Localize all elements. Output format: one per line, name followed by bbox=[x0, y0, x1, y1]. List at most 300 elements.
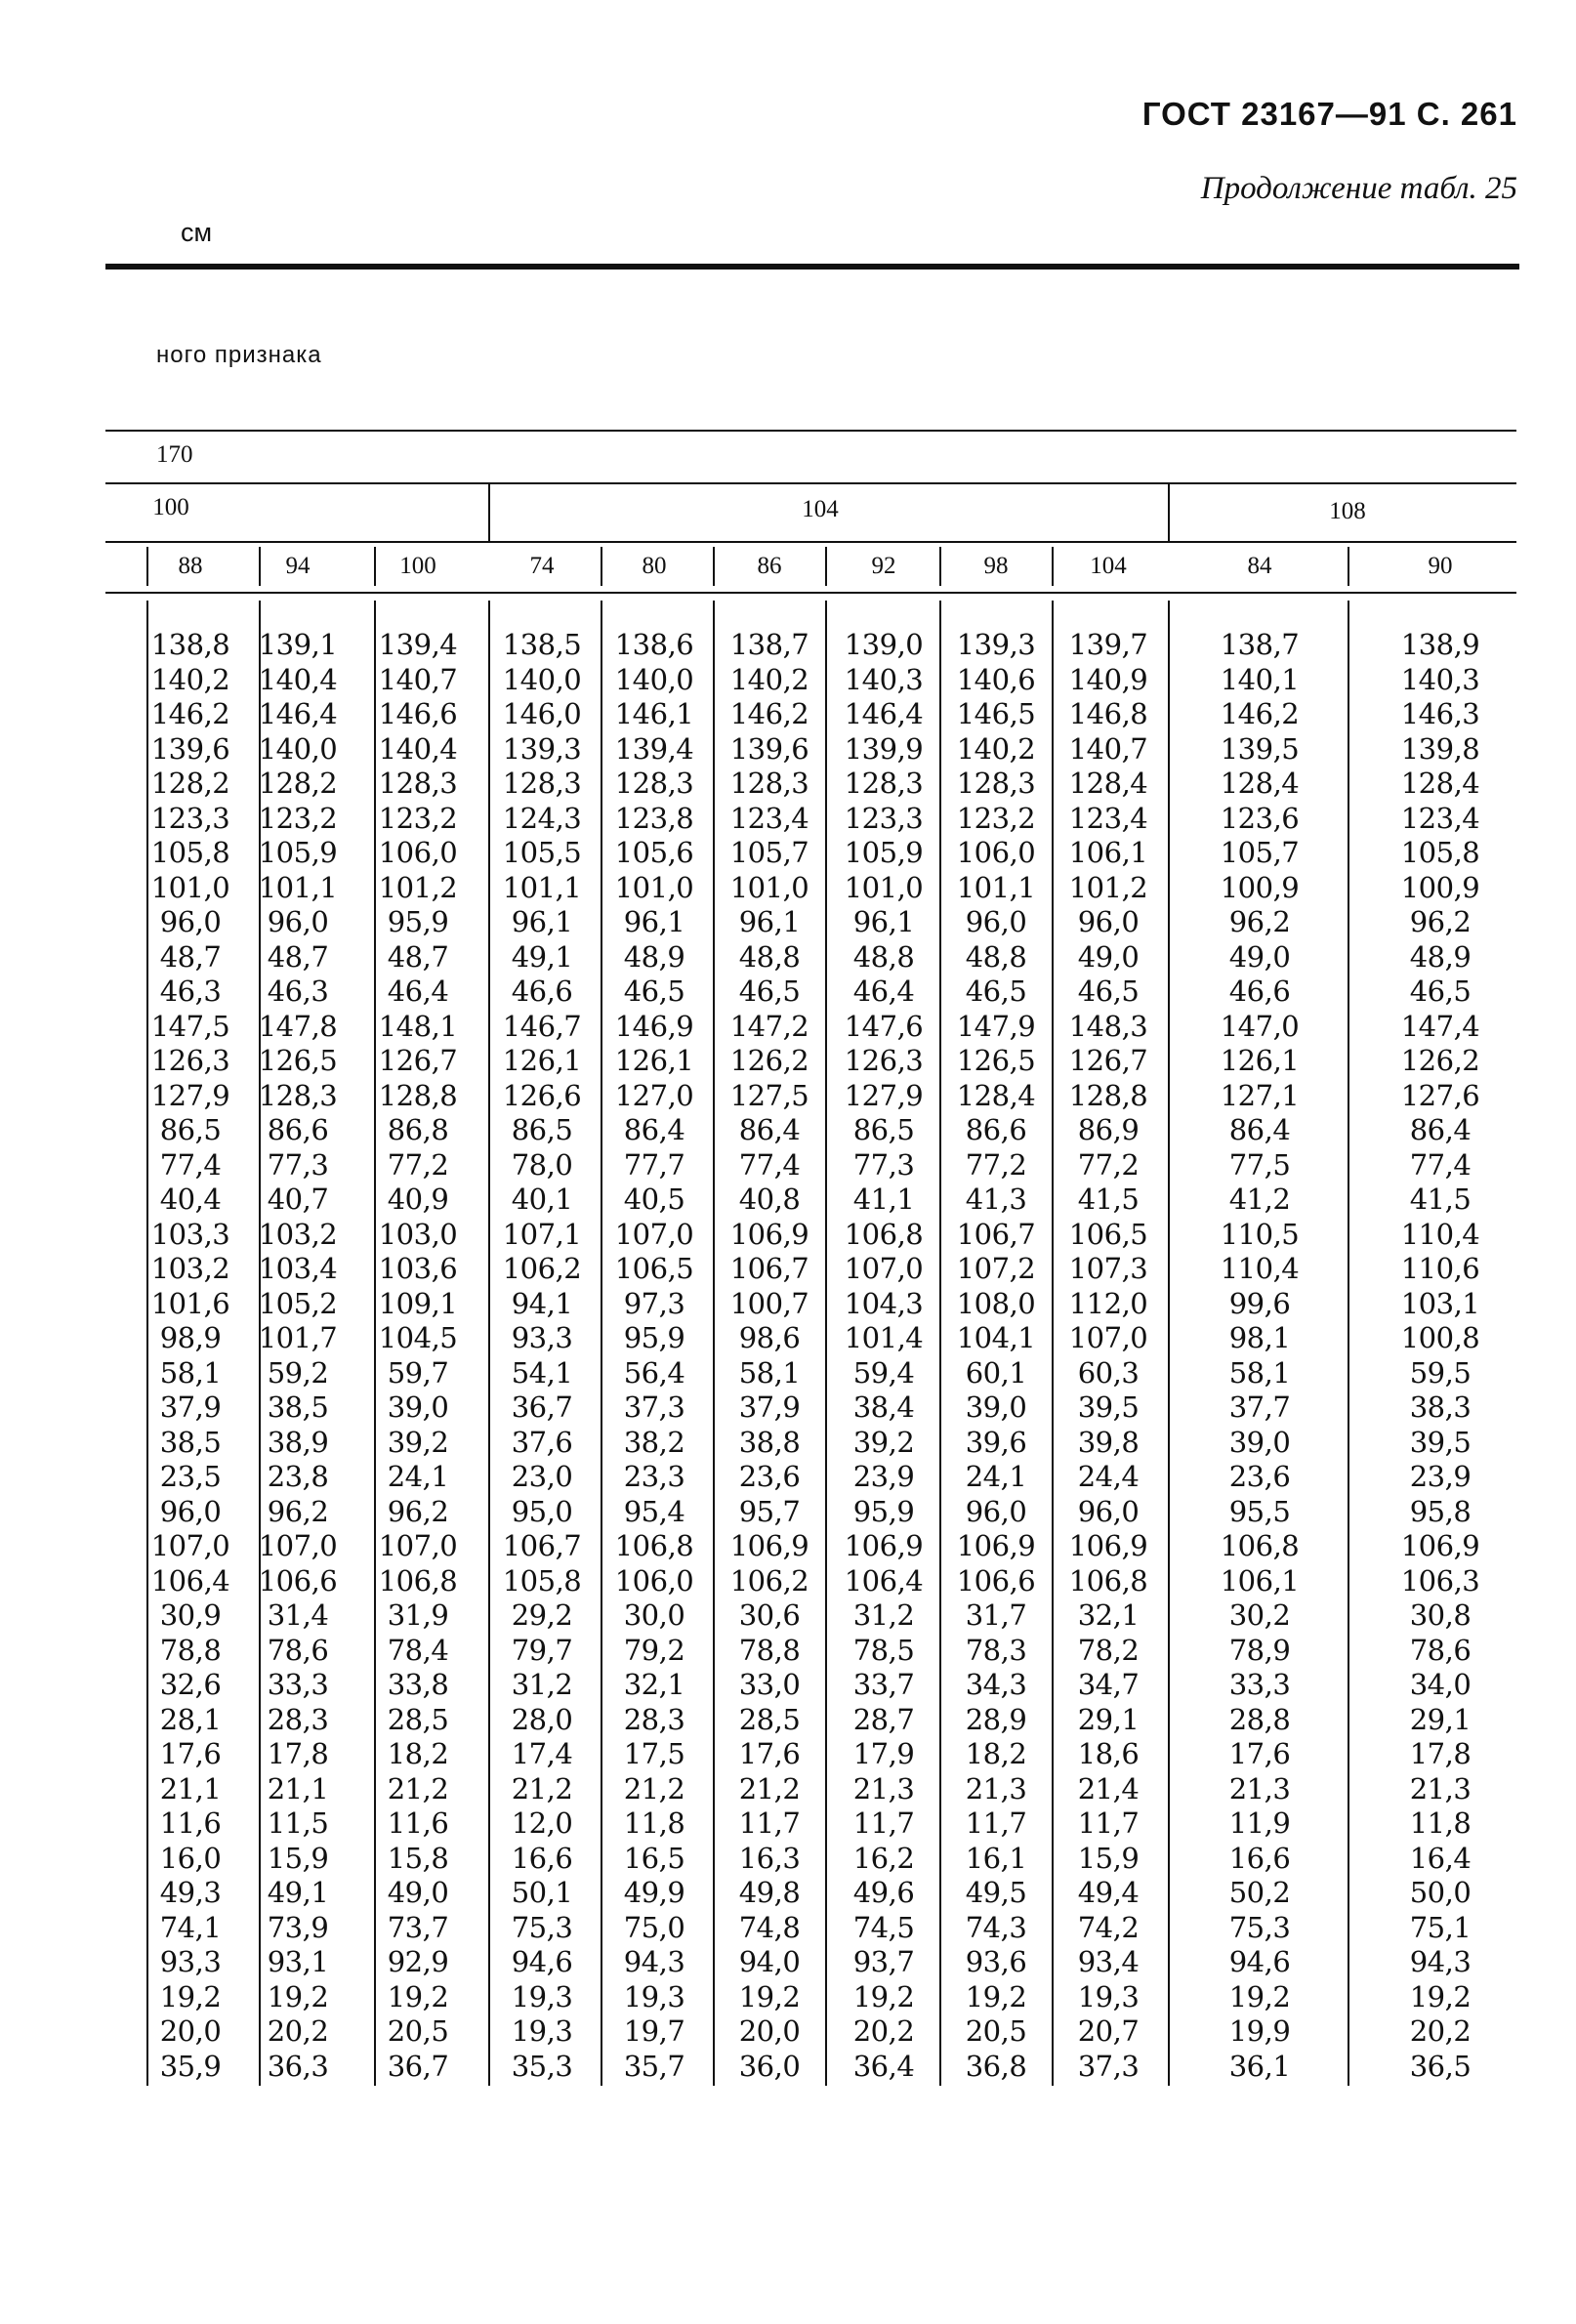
column-header: 94 bbox=[285, 553, 311, 579]
column-header: 80 bbox=[642, 553, 667, 579]
table-cell: 138,8 bbox=[150, 628, 230, 661]
table-cell: 95,5 bbox=[1228, 1494, 1291, 1528]
table-cell: 138,7 bbox=[1220, 628, 1300, 661]
table-cell: 77,3 bbox=[267, 1147, 329, 1182]
table-cell: 78,6 bbox=[1409, 1633, 1472, 1667]
table-cell: 123,3 bbox=[844, 801, 924, 835]
table-cell: 21,2 bbox=[623, 1771, 685, 1805]
table-cell: 126,2 bbox=[1400, 1044, 1480, 1077]
table-cell: 128,4 bbox=[1068, 767, 1148, 800]
table-cell: 38,5 bbox=[159, 1425, 222, 1459]
table-cell: 101,2 bbox=[1068, 870, 1148, 904]
table-cell: 106,0 bbox=[378, 836, 458, 869]
table-cell: 127,5 bbox=[729, 1078, 809, 1112]
table-cell: 100,8 bbox=[1400, 1321, 1480, 1354]
table-cell: 96,2 bbox=[1409, 905, 1472, 938]
table-cell: 101,1 bbox=[956, 870, 1036, 904]
table-cell: 46,5 bbox=[1409, 975, 1472, 1008]
table-cell: 38,4 bbox=[852, 1390, 915, 1424]
table-cell: 140,0 bbox=[258, 731, 338, 766]
table-cell: 18,2 bbox=[387, 1737, 449, 1770]
table-cell: 48,7 bbox=[267, 939, 329, 974]
table-cell: 128,3 bbox=[378, 767, 458, 800]
table-cell: 148,3 bbox=[1068, 1009, 1148, 1043]
table-cell: 59,5 bbox=[1409, 1355, 1472, 1390]
table-cell: 40,7 bbox=[267, 1183, 329, 1216]
table-cell: 104,3 bbox=[844, 1286, 924, 1320]
table-cell: 15,8 bbox=[387, 1841, 449, 1875]
table-cell: 29,1 bbox=[1409, 1702, 1472, 1736]
table-cell: 38,5 bbox=[267, 1390, 329, 1424]
table-cell: 30,8 bbox=[1409, 1598, 1472, 1632]
table-cell: 126,7 bbox=[1068, 1044, 1148, 1077]
table-cell: 19,3 bbox=[511, 2014, 573, 2048]
table-cell: 128,8 bbox=[1068, 1078, 1148, 1112]
table-cell: 94,6 bbox=[1228, 1945, 1291, 1978]
table-cell: 140,4 bbox=[378, 731, 458, 766]
table-cell: 78,3 bbox=[965, 1633, 1027, 1667]
table-cell: 75,3 bbox=[511, 1910, 573, 1944]
table-cell: 147,8 bbox=[258, 1009, 338, 1043]
header-rule-3 bbox=[105, 541, 1516, 543]
table-cell: 139,0 bbox=[844, 628, 924, 661]
table-cell: 33,3 bbox=[1228, 1668, 1291, 1701]
table-cell: 126,3 bbox=[150, 1044, 230, 1077]
table-cell: 86,6 bbox=[965, 1113, 1027, 1146]
table-cell: 17,6 bbox=[1228, 1737, 1291, 1770]
table-cell: 98,6 bbox=[738, 1321, 801, 1354]
table-cell: 48,9 bbox=[623, 939, 685, 974]
table-cell: 23,3 bbox=[623, 1460, 685, 1493]
table-cell: 106,9 bbox=[729, 1529, 809, 1562]
table-cell: 77,2 bbox=[387, 1147, 449, 1182]
table-cell: 50,0 bbox=[1409, 1876, 1472, 1909]
table-cell: 86,8 bbox=[387, 1113, 449, 1146]
table-cell: 29,2 bbox=[511, 1598, 573, 1632]
table-cell: 103,2 bbox=[150, 1252, 230, 1285]
table-cell: 128,4 bbox=[1220, 767, 1300, 800]
table-cell: 101,7 bbox=[258, 1321, 338, 1354]
table-cell: 127,6 bbox=[1400, 1078, 1480, 1112]
table-cell: 139,3 bbox=[502, 731, 582, 766]
table-cell: 107,3 bbox=[1068, 1252, 1148, 1285]
table-cell: 86,4 bbox=[623, 1113, 685, 1146]
table-cell: 106,7 bbox=[729, 1252, 809, 1285]
table-cell: 146,7 bbox=[502, 1009, 582, 1043]
table-cell: 59,7 bbox=[387, 1355, 449, 1390]
table-cell: 11,5 bbox=[267, 1806, 329, 1840]
table-cell: 96,0 bbox=[267, 905, 329, 938]
table-cell: 106,8 bbox=[378, 1563, 458, 1598]
table-cell: 95,4 bbox=[623, 1494, 685, 1528]
table-cell: 126,2 bbox=[729, 1044, 809, 1077]
table-cell: 35,3 bbox=[511, 2049, 573, 2083]
table-cell: 128,4 bbox=[1400, 767, 1480, 800]
table-cell: 46,6 bbox=[1228, 975, 1291, 1008]
table-cell: 16,6 bbox=[511, 1841, 573, 1875]
table-cell: 93,1 bbox=[267, 1945, 329, 1978]
table-cell: 23,5 bbox=[159, 1460, 222, 1493]
table-cell: 40,5 bbox=[623, 1183, 685, 1216]
table-cell: 140,2 bbox=[150, 662, 230, 696]
table-cell: 107,1 bbox=[502, 1217, 582, 1251]
table-cell: 95,9 bbox=[852, 1494, 915, 1528]
table-cell: 106,9 bbox=[844, 1529, 924, 1562]
table-cell: 37,7 bbox=[1228, 1390, 1291, 1424]
table-cell: 126,3 bbox=[844, 1044, 924, 1077]
table-cell: 139,1 bbox=[258, 628, 338, 661]
column-header: 98 bbox=[983, 553, 1009, 579]
table-cell: 74,2 bbox=[1077, 1910, 1140, 1944]
table-cell: 35,9 bbox=[159, 2049, 222, 2083]
table-cell: 24,1 bbox=[387, 1460, 449, 1493]
table-cell: 110,4 bbox=[1220, 1252, 1300, 1285]
table-cell: 28,5 bbox=[738, 1702, 801, 1736]
table-cell: 123,8 bbox=[614, 801, 694, 835]
table-cell: 30,9 bbox=[159, 1598, 222, 1632]
table-cell: 31,7 bbox=[965, 1598, 1027, 1632]
table-cell: 93,4 bbox=[1077, 1945, 1140, 1978]
table-cell: 36,7 bbox=[387, 2049, 449, 2083]
table-cell: 96,1 bbox=[738, 905, 801, 938]
table-cell: 54,1 bbox=[511, 1355, 573, 1390]
column-divider bbox=[825, 547, 827, 586]
table-cell: 31,4 bbox=[267, 1598, 329, 1632]
table-cell: 106,6 bbox=[258, 1563, 338, 1598]
column-divider bbox=[601, 547, 602, 586]
table-cell: 36,4 bbox=[852, 2049, 915, 2083]
table-cell: 105,5 bbox=[502, 836, 582, 869]
table-cell: 16,4 bbox=[1409, 1841, 1472, 1875]
table-cell: 37,3 bbox=[623, 1390, 685, 1424]
table-cell: 106,4 bbox=[150, 1563, 230, 1598]
table-cell: 46,4 bbox=[852, 975, 915, 1008]
column-divider bbox=[1052, 547, 1054, 586]
table-cell: 19,2 bbox=[159, 1979, 222, 2013]
table-cell: 34,7 bbox=[1077, 1668, 1140, 1701]
table-cell: 106,0 bbox=[614, 1563, 694, 1598]
table-cell: 96,0 bbox=[159, 905, 222, 938]
table-cell: 128,3 bbox=[258, 1078, 338, 1112]
table-cell: 41,1 bbox=[852, 1183, 915, 1216]
table-cell: 21,3 bbox=[1409, 1771, 1472, 1805]
chest-group-104: 104 bbox=[802, 496, 839, 522]
table-cell: 33,7 bbox=[852, 1668, 915, 1701]
table-cell: 19,3 bbox=[511, 1979, 573, 2013]
table-cell: 19,3 bbox=[1077, 1979, 1140, 2013]
table-cell: 105,9 bbox=[258, 836, 338, 869]
table-cell: 39,8 bbox=[1077, 1425, 1140, 1459]
table-cell: 147,2 bbox=[729, 1009, 809, 1043]
table-cell: 106,5 bbox=[1068, 1217, 1148, 1251]
table-cell: 140,4 bbox=[258, 662, 338, 696]
table-cell: 75,1 bbox=[1409, 1910, 1472, 1944]
table-cell: 108,0 bbox=[956, 1286, 1036, 1320]
table-cell: 98,9 bbox=[159, 1321, 222, 1354]
table-cell: 30,0 bbox=[623, 1598, 685, 1632]
table-cell: 58,1 bbox=[738, 1355, 801, 1390]
table-cell: 105,7 bbox=[1220, 836, 1300, 869]
table-cell: 86,4 bbox=[1409, 1113, 1472, 1146]
table-cell: 46,6 bbox=[511, 975, 573, 1008]
table-cell: 94,6 bbox=[511, 1945, 573, 1978]
table-cell: 30,6 bbox=[738, 1598, 801, 1632]
table-cell: 36,1 bbox=[1228, 2049, 1291, 2083]
table-cell: 101,2 bbox=[378, 870, 458, 904]
table-cell: 101,4 bbox=[844, 1321, 924, 1354]
table-cell: 11,7 bbox=[1077, 1806, 1140, 1840]
column-divider bbox=[1348, 547, 1349, 586]
table-cell: 46,5 bbox=[738, 975, 801, 1008]
table-cell: 23,8 bbox=[267, 1460, 329, 1493]
table-cell: 39,6 bbox=[965, 1425, 1027, 1459]
table-cell: 123,4 bbox=[1400, 801, 1480, 835]
table-cell: 78,8 bbox=[159, 1633, 222, 1667]
table-cell: 20,0 bbox=[738, 2014, 801, 2048]
table-cell: 106,9 bbox=[1068, 1529, 1148, 1562]
table-cell: 50,2 bbox=[1228, 1876, 1291, 1909]
table-cell: 101,1 bbox=[502, 870, 582, 904]
table-cell: 20,2 bbox=[1409, 2014, 1472, 2048]
table-cell: 92,9 bbox=[387, 1945, 449, 1978]
table-cell: 100,9 bbox=[1220, 870, 1300, 904]
table-cell: 41,5 bbox=[1409, 1183, 1472, 1216]
table-cell: 146,6 bbox=[378, 697, 458, 730]
column-header: 92 bbox=[871, 553, 896, 579]
table-cell: 77,2 bbox=[1077, 1147, 1140, 1182]
table-cell: 146,8 bbox=[1068, 697, 1148, 730]
table-cell: 46,3 bbox=[267, 975, 329, 1008]
table-cell: 39,2 bbox=[852, 1425, 915, 1459]
table-cell: 138,5 bbox=[502, 628, 582, 661]
table-cell: 21,2 bbox=[387, 1771, 449, 1805]
table-cell: 126,1 bbox=[502, 1044, 582, 1077]
table-cell: 56,4 bbox=[623, 1355, 685, 1390]
table-cell: 107,0 bbox=[614, 1217, 694, 1251]
table-cell: 11,6 bbox=[387, 1806, 449, 1840]
table-cell: 126,1 bbox=[614, 1044, 694, 1077]
page-header: ГОСТ 23167—91 С. 261 bbox=[1141, 96, 1517, 132]
table-cell: 104,1 bbox=[956, 1321, 1036, 1354]
table-cell: 28,0 bbox=[511, 1702, 573, 1736]
table-continuation-label: Продолжение табл. 25 bbox=[1200, 171, 1517, 206]
table-cell: 107,0 bbox=[378, 1529, 458, 1562]
table-cell: 16,0 bbox=[159, 1841, 222, 1875]
table-cell: 139,3 bbox=[956, 628, 1036, 661]
table-cell: 73,9 bbox=[267, 1910, 329, 1944]
table-cell: 49,5 bbox=[965, 1876, 1027, 1909]
table-cell: 29,1 bbox=[1077, 1702, 1140, 1736]
table-cell: 19,2 bbox=[738, 1979, 801, 2013]
table-cell: 126,5 bbox=[956, 1044, 1036, 1077]
table-cell: 48,7 bbox=[159, 939, 222, 974]
table-cell: 106,2 bbox=[502, 1252, 582, 1285]
table-cell: 21,2 bbox=[511, 1771, 573, 1805]
column-divider bbox=[939, 547, 941, 586]
table-cell: 106,4 bbox=[844, 1563, 924, 1598]
table-cell: 20,2 bbox=[267, 2014, 329, 2048]
table-cell: 146,5 bbox=[956, 697, 1036, 730]
table-cell: 32,1 bbox=[1077, 1598, 1140, 1632]
table-cell: 103,1 bbox=[1400, 1286, 1480, 1320]
table-cell: 139,5 bbox=[1220, 731, 1300, 766]
table-cell: 39,0 bbox=[387, 1390, 449, 1424]
table-cell: 93,6 bbox=[965, 1945, 1027, 1978]
table-cell: 24,4 bbox=[1077, 1460, 1140, 1493]
table-cell: 77,2 bbox=[965, 1147, 1027, 1182]
table-cell: 19,3 bbox=[623, 1979, 685, 2013]
table-cell: 106,8 bbox=[1220, 1529, 1300, 1562]
group-divider-1 bbox=[488, 484, 490, 541]
table-cell: 78,0 bbox=[511, 1147, 573, 1182]
table-cell: 124,3 bbox=[502, 801, 582, 835]
table-cell: 17,9 bbox=[852, 1737, 915, 1770]
table-cell: 49,1 bbox=[511, 939, 573, 974]
table-cell: 123,2 bbox=[956, 801, 1036, 835]
table-cell: 146,4 bbox=[844, 697, 924, 730]
table-cell: 77,5 bbox=[1228, 1147, 1291, 1182]
table-cell: 16,5 bbox=[623, 1841, 685, 1875]
table-cell: 138,9 bbox=[1400, 628, 1480, 661]
table-cell: 31,2 bbox=[511, 1668, 573, 1701]
chest-group-100: 100 bbox=[152, 494, 189, 520]
table-cell: 21,1 bbox=[267, 1771, 329, 1805]
table-cell: 103,4 bbox=[258, 1252, 338, 1285]
table-cell: 16,6 bbox=[1228, 1841, 1291, 1875]
table-cell: 34,3 bbox=[965, 1668, 1027, 1701]
table-cell: 147,5 bbox=[150, 1009, 230, 1043]
table-cell: 36,7 bbox=[511, 1390, 573, 1424]
table-cell: 110,4 bbox=[1400, 1217, 1480, 1251]
table-cell: 17,8 bbox=[267, 1737, 329, 1770]
table-cell: 59,4 bbox=[852, 1355, 915, 1390]
table-cell: 148,1 bbox=[378, 1009, 458, 1043]
table-cell: 28,8 bbox=[1228, 1702, 1291, 1736]
table-cell: 146,9 bbox=[614, 1009, 694, 1043]
table-cell: 49,0 bbox=[1077, 939, 1140, 974]
column-header: 90 bbox=[1428, 553, 1453, 579]
table-cell: 16,2 bbox=[852, 1841, 915, 1875]
table-cell: 23,6 bbox=[1228, 1460, 1291, 1493]
table-cell: 38,3 bbox=[1409, 1390, 1472, 1424]
table-cell: 139,8 bbox=[1400, 731, 1480, 766]
table-cell: 112,0 bbox=[1068, 1286, 1148, 1320]
column-divider bbox=[374, 547, 376, 586]
table-cell: 21,1 bbox=[159, 1771, 222, 1805]
table-cell: 106,7 bbox=[956, 1217, 1036, 1251]
table-cell: 49,4 bbox=[1077, 1876, 1140, 1909]
table-cell: 46,3 bbox=[159, 975, 222, 1008]
table-cell: 30,2 bbox=[1228, 1598, 1291, 1632]
table-cell: 20,5 bbox=[387, 2014, 449, 2048]
table-cell: 123,2 bbox=[258, 801, 338, 835]
table-cell: 140,1 bbox=[1220, 662, 1300, 696]
table-cell: 96,1 bbox=[852, 905, 915, 938]
table-cell: 107,0 bbox=[844, 1252, 924, 1285]
table-cell: 49,9 bbox=[623, 1876, 685, 1909]
table-cell: 23,9 bbox=[1409, 1460, 1472, 1493]
table-cell: 49,6 bbox=[852, 1876, 915, 1909]
table-cell: 110,6 bbox=[1400, 1252, 1480, 1285]
table-cell: 126,7 bbox=[378, 1044, 458, 1077]
table-cell: 106,9 bbox=[956, 1529, 1036, 1562]
table-cell: 138,7 bbox=[729, 628, 809, 661]
table-cell: 36,3 bbox=[267, 2049, 329, 2083]
table-cell: 48,8 bbox=[738, 939, 801, 974]
table-cell: 78,4 bbox=[387, 1633, 449, 1667]
table-cell: 86,6 bbox=[267, 1113, 329, 1146]
column-header: 84 bbox=[1247, 553, 1272, 579]
table-cell: 37,9 bbox=[159, 1390, 222, 1424]
table-cell: 35,7 bbox=[623, 2049, 685, 2083]
table-cell: 93,3 bbox=[159, 1945, 222, 1978]
table-cell: 39,2 bbox=[387, 1425, 449, 1459]
table-cell: 74,5 bbox=[852, 1910, 915, 1944]
table-cell: 60,3 bbox=[1077, 1355, 1140, 1390]
table-cell: 86,9 bbox=[1077, 1113, 1140, 1146]
table-cell: 128,3 bbox=[956, 767, 1036, 800]
table-cell: 15,9 bbox=[267, 1841, 329, 1875]
table-cell: 128,3 bbox=[729, 767, 809, 800]
table-cell: 11,8 bbox=[623, 1806, 685, 1840]
table-cell: 104,5 bbox=[378, 1321, 458, 1354]
table-cell: 140,2 bbox=[956, 731, 1036, 766]
table-cell: 28,9 bbox=[965, 1702, 1027, 1736]
table-cell: 86,5 bbox=[159, 1113, 222, 1146]
table-cell: 95,9 bbox=[387, 905, 449, 938]
table-cell: 123,4 bbox=[1068, 801, 1148, 835]
table-cell: 128,4 bbox=[956, 1078, 1036, 1112]
table-cell: 77,7 bbox=[623, 1147, 685, 1182]
table-cell: 139,7 bbox=[1068, 628, 1148, 661]
table-cell: 49,0 bbox=[387, 1876, 449, 1909]
table-cell: 123,2 bbox=[378, 801, 458, 835]
table-cell: 105,7 bbox=[729, 836, 809, 869]
table-cell: 127,0 bbox=[614, 1078, 694, 1112]
table-cell: 39,0 bbox=[1228, 1425, 1291, 1459]
table-cell: 138,6 bbox=[614, 628, 694, 661]
table-cell: 105,8 bbox=[150, 836, 230, 869]
table-cell: 33,8 bbox=[387, 1668, 449, 1701]
table-cell: 105,9 bbox=[844, 836, 924, 869]
table-cell: 48,8 bbox=[965, 939, 1027, 974]
table-cell: 21,4 bbox=[1077, 1771, 1140, 1805]
table-cell: 106,7 bbox=[502, 1529, 582, 1562]
table-cell: 106,2 bbox=[729, 1563, 809, 1598]
table-cell: 140,0 bbox=[614, 662, 694, 696]
table-cell: 36,5 bbox=[1409, 2049, 1472, 2083]
table-cell: 11,7 bbox=[738, 1806, 801, 1840]
table-cell: 39,0 bbox=[965, 1390, 1027, 1424]
table-cell: 140,9 bbox=[1068, 662, 1148, 696]
table-cell: 19,7 bbox=[623, 2014, 685, 2048]
table-cell: 79,2 bbox=[623, 1633, 685, 1667]
table-cell: 103,6 bbox=[378, 1252, 458, 1285]
table-cell: 100,7 bbox=[729, 1286, 809, 1320]
table-cell: 95,7 bbox=[738, 1494, 801, 1528]
table-cell: 96,0 bbox=[965, 905, 1027, 938]
table-cell: 49,0 bbox=[1228, 939, 1291, 974]
table-cell: 38,8 bbox=[738, 1425, 801, 1459]
table-cell: 40,4 bbox=[159, 1183, 222, 1216]
table-cell: 19,2 bbox=[1228, 1979, 1291, 2013]
table-cell: 46,5 bbox=[1077, 975, 1140, 1008]
table-cell: 78,6 bbox=[267, 1633, 329, 1667]
table-cell: 19,2 bbox=[1409, 1979, 1472, 2013]
table-cell: 33,0 bbox=[738, 1668, 801, 1701]
table-cell: 140,6 bbox=[956, 662, 1036, 696]
table-cell: 17,5 bbox=[623, 1737, 685, 1770]
